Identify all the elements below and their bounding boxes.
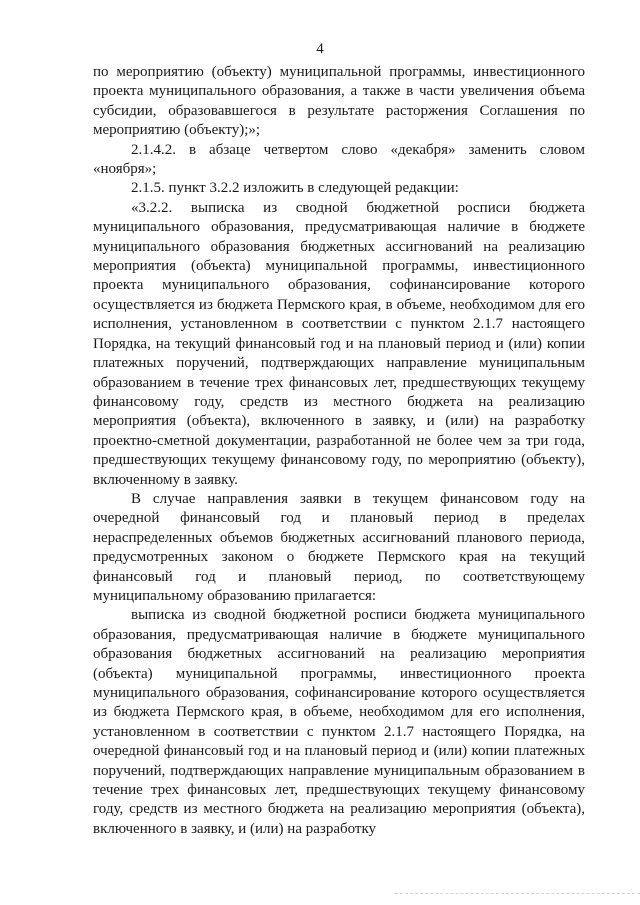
page-number: 4 (316, 41, 324, 57)
paragraph-2-1-4-2: 2.1.4.2. в абзаце четвертом слово «декабря» заменить словом «ноября»; (93, 141, 585, 178)
paragraph-budget-extract: выписка из сводной бюджетной росписи бюджета муниципального образования, предусматривающая наличие в бюджете муниципального образования бюджетных ассигнований на реализацию мероприятия (объекта) муниципальной программы, инвестиционного проекта муниципального образования, софинансирование которого осуществляется из бюджета Пермского края, в объеме, необходимом для его исполнения, установленном в соответствии с пунктом 2.1.7 настоящего Порядка, на очередной финансовый год и на плановый период и (или) копии платежных поручений, подтверждающих направление муниципальным образованием в течение трех финансовых лет, предшествующих текущему финансовому году, средств из местного бюджета на реализацию мероприятия (объекта), включенного в заявку, и (или) на разработку (93, 607, 585, 837)
paragraph-continuation: по мероприятию (объекту) муниципальной программы, инвестиционного проекта муниципального образования, а также в части увеличения объема субсидии, образовавшегося в результате расторжения Соглашения по мероприятию (объекту);»; (93, 64, 585, 139)
scan-artifact-line (395, 893, 640, 897)
paragraph-3-2-2: «3.2.2. выписка из сводной бюджетной росписи бюджета муниципального образования, предусматривающая наличие в бюджете муниципального образования бюджетных ассигнований на реализацию мероприятия (объекта) муниципальной программы, инвестиционного проекта муниципального образования, софинансирование которого осуществляется из бюджета Пермского края, в объеме, необходимом для его исполнения, установленном в соответствии с пунктом 2.1.7 настоящего Порядка, на текущий финансовый год и на плановый период и (или) копии платежных поручений, подтверждающих направление муниципальным образованием в течение трех финансовых лет, предшествующих текущему финансовому году, средств из местного бюджета на реализацию мероприятия (объекта), включенного в заявку, и (или) на разработку проектно-сметной документации, разработанной не более чем за три года, предшествующих текущему финансовому году, по мероприятию (объекту), включенному в заявку. (93, 199, 585, 488)
paragraph-application-case: В случае направления заявки в текущем финансовом году на очередной финансовый год и плановый период в пределах нераспределенных объемов бюджетных ассигнований планового периода, предусмотренных законом о бюджете Пермского края на текущий финансовый год и плановый период, по соответствующему муниципальному образованию прилагается: (93, 490, 585, 604)
document-body (93, 63, 585, 839)
paragraph-2-1-5: 2.1.5. пункт 3.2.2 изложить в следующей редакции: (131, 180, 459, 197)
